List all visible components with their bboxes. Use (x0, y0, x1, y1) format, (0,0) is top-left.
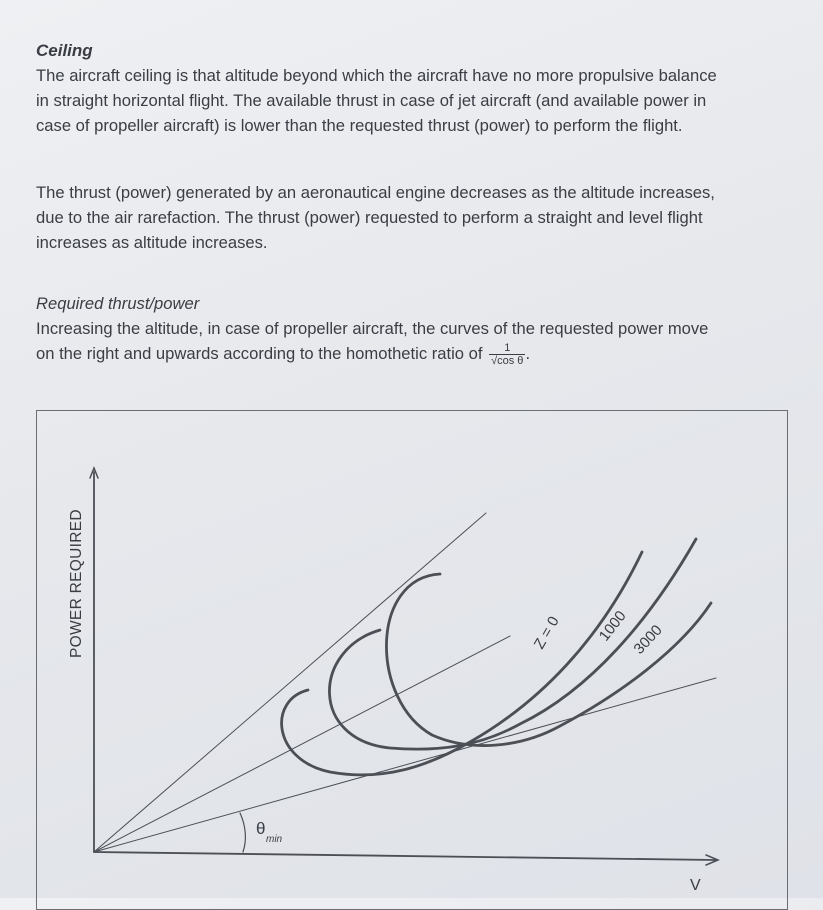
curve-3000 (386, 574, 711, 746)
thrust-line-1: The thrust (power) generated by an aeronautical engine decreases as the altitude increases, (36, 183, 715, 202)
ceiling-line-1: The aircraft ceiling is that altitude beyond which the aircraft have no more propulsive balance (36, 66, 717, 85)
tangent-line-1000 (94, 636, 510, 852)
ceiling-line-2: in straight horizontal flight. The available thrust in case of jet aircraft (and available power in (36, 91, 707, 110)
required-line-2-end: . (525, 344, 531, 363)
theta-min-arc (240, 813, 245, 852)
y-axis-label: POWER REQUIRED (68, 509, 85, 658)
ceiling-heading: Ceiling (36, 41, 93, 60)
fraction-denominator: √cos θ (491, 355, 524, 368)
thrust-line-3: increases as altitude increases. (36, 233, 268, 252)
series-label-1000: 1000 (595, 607, 630, 645)
x-axis-label: V (690, 877, 701, 894)
theta-label: θ (256, 819, 266, 838)
required-line-1: Increasing the altitude, in case of propeller aircraft, the curves of the requested power move (36, 319, 709, 338)
series-label-3000: 3000 (630, 621, 666, 658)
required-heading: Required thrust/power (36, 294, 200, 313)
tangent-line-3000 (94, 513, 486, 852)
series-label-z0: Z = 0 (530, 613, 563, 652)
thrust-line-2: due to the air rarefaction. The thrust (power) requested to perform a straight and level flight (36, 208, 703, 227)
x-axis (94, 852, 716, 860)
fraction-numerator: 1 (489, 342, 525, 355)
theta-subscript: min (266, 834, 283, 845)
tangent-line-z0 (94, 678, 716, 852)
required-line-2-text: on the right and upwards according to the homothetic ratio of (36, 344, 483, 363)
ceiling-line-3: case of propeller aircraft) is lower than the requested thrust (power) to perform the flight. (36, 116, 683, 135)
